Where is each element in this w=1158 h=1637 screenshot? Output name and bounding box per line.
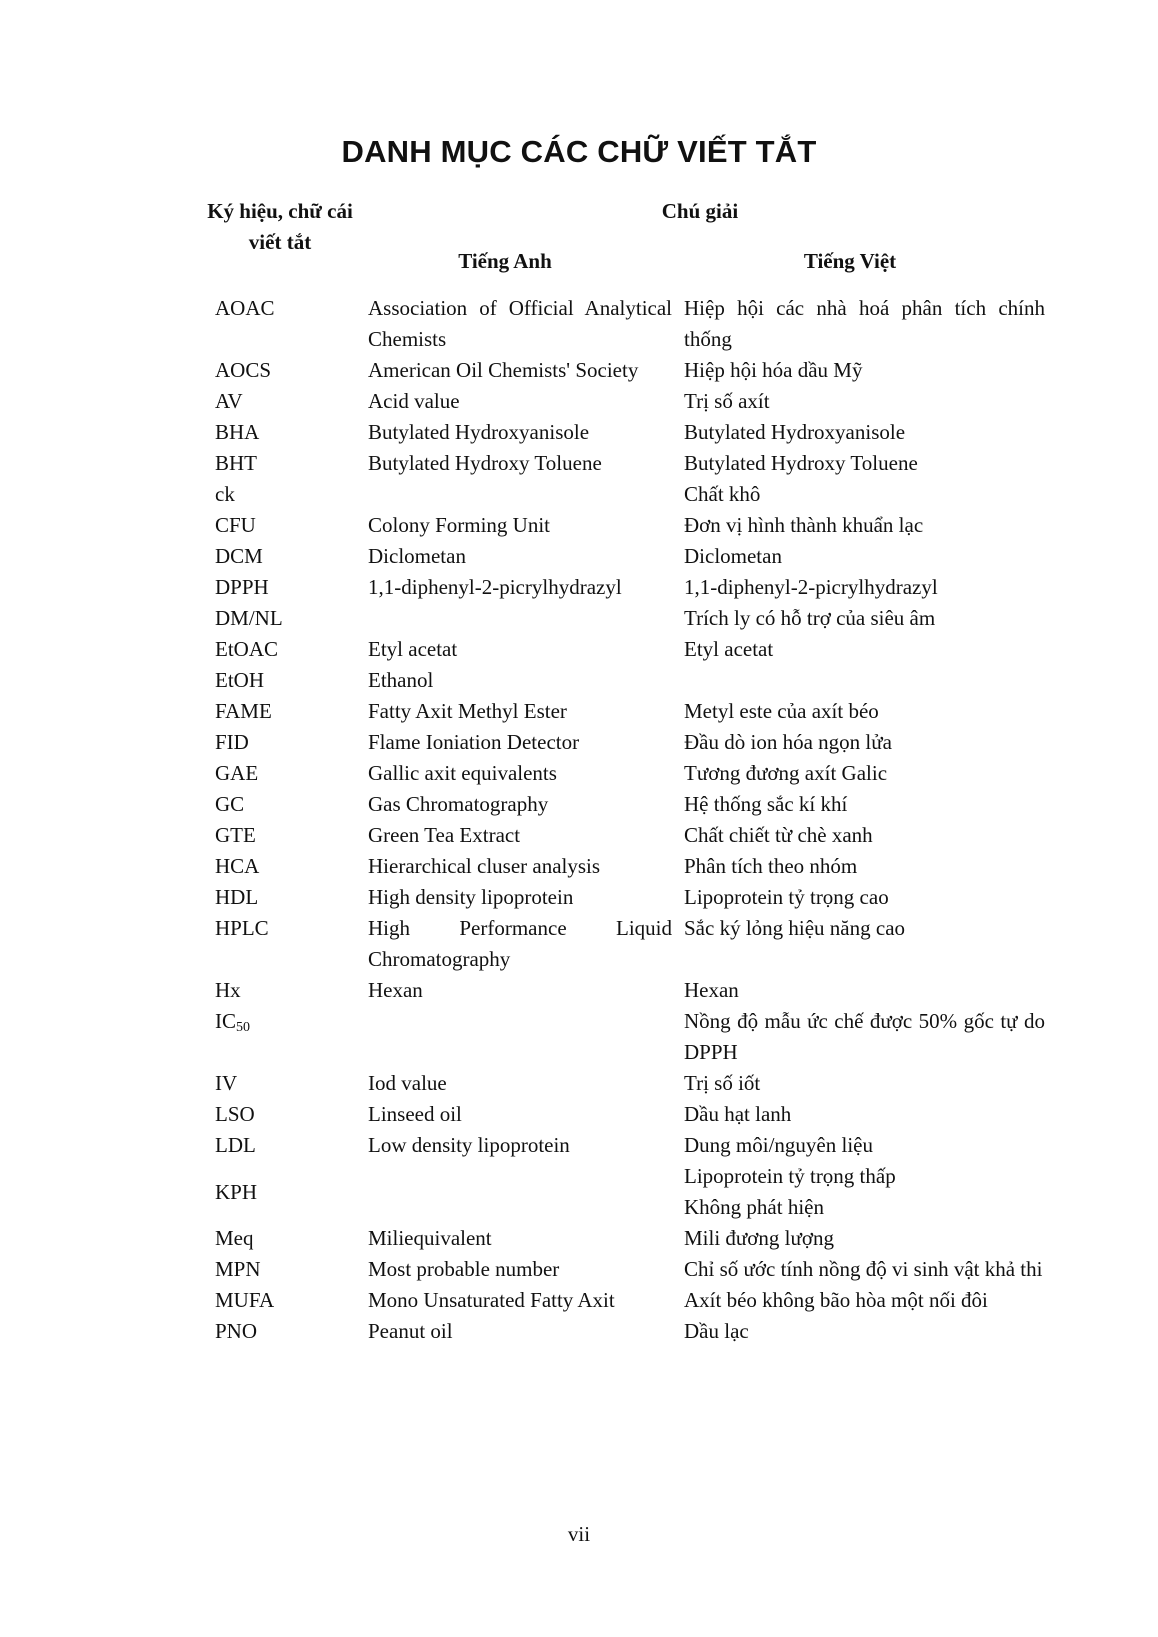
abbreviation-cell: ck bbox=[215, 482, 235, 506]
table-row bbox=[215, 851, 1045, 882]
english-cell: Butylated Hydroxyanisole bbox=[368, 420, 590, 444]
english-cell bbox=[368, 603, 684, 634]
english-cell: Low density lipoprotein bbox=[368, 1133, 570, 1157]
abbreviation-cell: HDL bbox=[215, 885, 259, 909]
table-row bbox=[215, 882, 1045, 913]
english-cell: Miliequivalent bbox=[368, 1226, 492, 1250]
vietnamese-cell: Sắc ký lỏng hiệu năng cao bbox=[684, 916, 906, 940]
english-cell: Association of Official Analytical Chemists bbox=[368, 296, 672, 351]
vietnamese-cell: Mili đương lượng bbox=[684, 1226, 834, 1250]
table-row bbox=[215, 820, 1045, 851]
table-row bbox=[215, 386, 1045, 417]
abbreviation-cell: AV bbox=[215, 389, 243, 413]
english-cell: Hexan bbox=[368, 978, 423, 1002]
abbreviation-cell: IV bbox=[215, 1071, 238, 1095]
vietnamese-cell: Hệ thống sắc kí khí bbox=[684, 792, 848, 816]
table-row bbox=[215, 1254, 1045, 1285]
abbreviation-cell: Hx bbox=[215, 978, 241, 1002]
abbreviation-cell: MPN bbox=[215, 1257, 261, 1281]
abbreviation-cell: GC bbox=[215, 792, 245, 816]
header-english: Tiếng Anh bbox=[458, 249, 552, 273]
abbreviation-cell: GTE bbox=[215, 823, 256, 847]
abbreviation-cell: HCA bbox=[215, 854, 260, 878]
table-row bbox=[215, 1285, 1045, 1316]
abbreviation-cell: GAE bbox=[215, 761, 259, 785]
abbreviation-cell: LDL bbox=[215, 1133, 256, 1157]
abbreviation-cell: FID bbox=[215, 730, 249, 754]
table-row bbox=[215, 1161, 1045, 1223]
table-row bbox=[215, 789, 1045, 820]
english-cell bbox=[368, 479, 684, 510]
vietnamese-cell: Trị số axít bbox=[684, 389, 770, 413]
table-row bbox=[215, 913, 1045, 975]
abbreviation-cell: DPPH bbox=[215, 575, 269, 599]
vietnamese-cell: Butylated Hydroxy Toluene bbox=[684, 451, 918, 475]
table-row bbox=[215, 479, 1045, 510]
table-row bbox=[215, 696, 1045, 727]
vietnamese-cell: Hexan bbox=[684, 978, 739, 1002]
vietnamese-cell: 1,1-diphenyl-2-picrylhydrazyl bbox=[684, 575, 938, 599]
vietnamese-cell: Chỉ số ước tính nồng độ vi sinh vật khả thi bbox=[684, 1257, 1043, 1281]
abbreviation-cell: CFU bbox=[215, 513, 256, 537]
table-row bbox=[215, 293, 1045, 355]
abbreviation-cell: AOAC bbox=[215, 296, 275, 320]
english-cell: High density lipoprotein bbox=[368, 885, 574, 909]
vietnamese-cell: Hiệp hội hóa dầu Mỹ bbox=[684, 358, 863, 382]
table-row bbox=[215, 727, 1045, 758]
header-vietnamese: Tiếng Việt bbox=[803, 249, 897, 273]
vietnamese-cell: Etyl acetat bbox=[684, 637, 774, 661]
abbreviation-cell: BHT bbox=[215, 451, 257, 475]
abbreviation-cell: FAME bbox=[215, 699, 272, 723]
page-title: DANH MỤC CÁC CHỮ VIẾT TẮT bbox=[341, 134, 817, 169]
abbreviation-cell: EtOAC bbox=[215, 637, 278, 661]
header-abbreviation: Ký hiệu, chữ cái viết tắt bbox=[207, 199, 353, 254]
abbreviation-cell: PNO bbox=[215, 1319, 258, 1343]
vietnamese-cell: Lipoprotein tỷ trọng thấp Không phát hiện bbox=[684, 1164, 896, 1219]
abbreviation-cell: Meq bbox=[215, 1226, 254, 1250]
english-cell: Iod value bbox=[368, 1071, 447, 1095]
english-cell: Acid value bbox=[368, 389, 460, 413]
vietnamese-cell: Lipoprotein tỷ trọng cao bbox=[684, 885, 889, 909]
table-row bbox=[215, 603, 1045, 634]
table-row bbox=[215, 1316, 1045, 1347]
english-cell: Colony Forming Unit bbox=[368, 513, 551, 537]
english-cell: High Performance Liquid Chromatography bbox=[368, 916, 672, 971]
english-cell: Gas Chromatography bbox=[368, 792, 549, 816]
table-row bbox=[215, 541, 1045, 572]
table-row bbox=[215, 1223, 1045, 1254]
abbreviation-cell: AOCS bbox=[215, 358, 272, 382]
vietnamese-cell: Nồng độ mẫu ức chế được 50% gốc tự do DPPH bbox=[684, 1009, 1045, 1064]
table-row bbox=[215, 510, 1045, 541]
table-row bbox=[215, 665, 1045, 696]
abbreviation-table bbox=[215, 293, 1045, 1347]
english-cell: Most probable number bbox=[368, 1257, 560, 1281]
abbreviation-cell: LSO bbox=[215, 1102, 255, 1126]
english-cell: 1,1-diphenyl-2-picrylhydrazyl bbox=[368, 575, 622, 599]
table-row bbox=[215, 975, 1045, 1006]
table-row bbox=[215, 758, 1045, 789]
vietnamese-cell: Diclometan bbox=[684, 544, 782, 568]
abbreviation-cell: KPH bbox=[215, 1179, 258, 1204]
abbreviation-cell: EtOH bbox=[215, 668, 264, 692]
table-row bbox=[215, 1006, 1045, 1068]
english-cell: Hierarchical cluser analysis bbox=[368, 854, 601, 878]
english-cell: Fatty Axit Methyl Ester bbox=[368, 699, 567, 723]
english-cell: Green Tea Extract bbox=[368, 823, 521, 847]
english-cell: Etyl acetat bbox=[368, 637, 458, 661]
table-row bbox=[215, 1099, 1045, 1130]
vietnamese-cell: Hiệp hội các nhà hoá phân tích chính thống bbox=[684, 296, 1045, 351]
english-cell: Flame Ioniation Detector bbox=[368, 730, 580, 754]
vietnamese-cell: Chất khô bbox=[684, 482, 761, 506]
table-row bbox=[215, 448, 1045, 479]
english-cell: Gallic axit equivalents bbox=[368, 761, 557, 785]
abbreviation-cell: HPLC bbox=[215, 916, 269, 940]
header-notes: Chú giải bbox=[661, 199, 739, 223]
vietnamese-cell: Dầu hạt lanh bbox=[684, 1102, 792, 1126]
english-cell: Ethanol bbox=[368, 668, 434, 692]
vietnamese-cell: Tương đương axít Galic bbox=[684, 761, 888, 785]
vietnamese-cell: Phân tích theo nhóm bbox=[684, 854, 858, 878]
english-cell bbox=[368, 1161, 684, 1223]
vietnamese-cell bbox=[684, 665, 1045, 696]
abbreviation-cell: BHA bbox=[215, 420, 260, 444]
table-row bbox=[215, 355, 1045, 386]
vietnamese-cell: Dung môi/nguyên liệu bbox=[684, 1133, 873, 1157]
english-cell bbox=[368, 1006, 684, 1068]
english-cell: Diclometan bbox=[368, 544, 466, 568]
english-cell: Peanut oil bbox=[368, 1319, 453, 1343]
table-row bbox=[215, 417, 1045, 448]
vietnamese-cell: Đầu dò ion hóa ngọn lửa bbox=[684, 730, 892, 754]
english-cell: Linseed oil bbox=[368, 1102, 462, 1126]
vietnamese-cell: Metyl este của axít béo bbox=[684, 699, 879, 723]
page-number: vii bbox=[567, 1522, 591, 1546]
vietnamese-cell: Axít béo không bão hòa một nối đôi bbox=[684, 1288, 988, 1312]
table-row bbox=[215, 1130, 1045, 1161]
table-row bbox=[215, 634, 1045, 665]
vietnamese-cell: Đơn vị hình thành khuẩn lạc bbox=[684, 513, 924, 537]
english-cell: Mono Unsaturated Fatty Axit bbox=[368, 1288, 615, 1312]
vietnamese-cell: Dầu lạc bbox=[684, 1319, 749, 1343]
vietnamese-cell: Chất chiết từ chè xanh bbox=[684, 823, 873, 847]
vietnamese-cell: Trích ly có hỗ trợ của siêu âm bbox=[684, 606, 936, 630]
table-row bbox=[215, 572, 1045, 603]
abbreviation-cell: $IC_{50}$ bbox=[215, 1009, 250, 1035]
abbreviation-cell: DM/NL bbox=[215, 606, 283, 630]
english-cell: American Oil Chemists' Society bbox=[368, 358, 639, 382]
vietnamese-cell: Trị số iốt bbox=[684, 1071, 761, 1095]
abbreviation-cell: DCM bbox=[215, 544, 263, 568]
english-cell: Butylated Hydroxy Toluene bbox=[368, 451, 602, 475]
abbreviation-cell: MUFA bbox=[215, 1288, 275, 1312]
table-row bbox=[215, 1068, 1045, 1099]
vietnamese-cell: Butylated Hydroxyanisole bbox=[684, 420, 906, 444]
